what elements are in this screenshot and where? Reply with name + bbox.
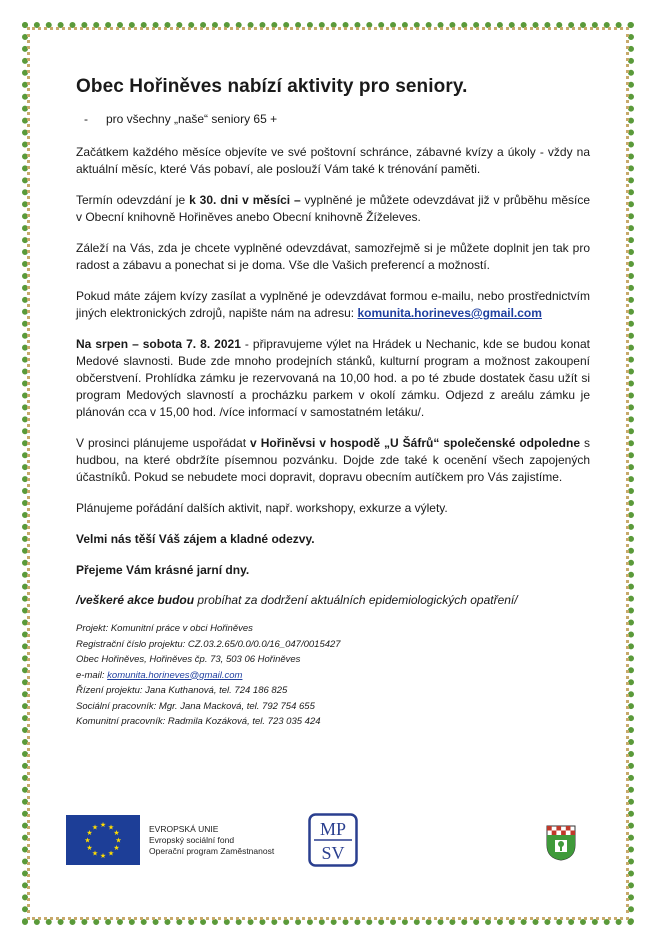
- paragraph-more-activities: Plánujeme pořádání dalších aktivit, např. workshopy, exkurze a výlety.: [76, 501, 448, 515]
- contact-email-line: [76, 668, 590, 684]
- contact-email-label: e-mail:: [76, 669, 108, 681]
- svg-text:★: ★: [84, 836, 91, 845]
- eu-text-block: [149, 824, 274, 857]
- contact-registration: Registrační číslo projektu: CZ.03.2.65/0.0/0.0/16_047/0015427: [76, 638, 341, 650]
- december-intro: V prosinci plánujeme uspořádat: [76, 436, 251, 450]
- december-event: v Hořiněvsi v hospodě „U Šáfrů“ společenské odpoledne: [250, 436, 581, 450]
- svg-text:★: ★: [86, 844, 93, 852]
- subtitle-text: pro všechny „naše“ seniory 65 +: [106, 112, 278, 126]
- epidemic-note: [76, 593, 590, 607]
- paragraph-december: [76, 435, 590, 486]
- bullet-dash: -: [84, 112, 88, 126]
- page-title: Obec Hořiněves nabízí aktivity pro seniory.: [76, 76, 468, 97]
- logos-row: [66, 815, 586, 867]
- svg-text:★: ★: [91, 849, 99, 858]
- trip-date: Na srpen – sobota 7. 8. 2021: [76, 337, 241, 351]
- mpsv-logo: [308, 813, 358, 867]
- svg-text:★: ★: [113, 844, 120, 852]
- paragraph-trip: [76, 336, 590, 421]
- deadline-text: vyplněné je můžete odevzdávat již v průběhu měsíce v Obecní knihovně Hořiněves anebo Obecní knihovně Žíželeves.: [76, 193, 590, 224]
- contact-project: Projekt: Komunitní práce v obci Hořiněves: [76, 623, 253, 634]
- deadline-date: k 30. dni v měsíci –: [189, 193, 301, 207]
- contact-block: [76, 621, 590, 730]
- svg-text:★: ★: [115, 836, 122, 845]
- paragraph-greeting: [76, 562, 590, 579]
- eu-line-2: Evropský sociální fond: [149, 835, 235, 845]
- svg-text:★: ★: [107, 823, 115, 832]
- svg-text:★: ★: [113, 829, 120, 837]
- svg-text:SV: SV: [321, 843, 345, 863]
- svg-text:★: ★: [86, 829, 93, 837]
- paragraph-deadline: [76, 192, 590, 226]
- note-part2: probíhat za dodržení aktuálních epidemiologických opatření/: [194, 593, 518, 607]
- contact-community-worker: Komunitní pracovník: Radmila Kozáková, tel. 723 035 424: [76, 716, 321, 727]
- thanks-text: Velmi nás těší Váš zájem a kladné odezvy.: [76, 532, 315, 546]
- contact-address: Obec Hořiněves, Hořiněves čp. 73, 503 06 Hořiněves: [76, 654, 301, 665]
- svg-text:★: ★: [107, 849, 115, 858]
- paragraph-email: [76, 288, 590, 322]
- eu-stars-icon: [66, 815, 140, 865]
- email-link[interactable]: komunita.horineves@gmail.com: [357, 306, 542, 320]
- contact-manager: Řízení projektu: Jana Kuthanová, tel. 724 186 825: [76, 685, 288, 696]
- eu-line-1: EVROPSKÁ UNIE: [149, 824, 219, 834]
- svg-text:MP: MP: [319, 819, 347, 839]
- december-text: s hudbou, na které obdržíte písemnou pozvánku. Dojde zde také k ocenění všech zapojených účastníků. Pokud se nebudete moci dopravit, dopravu obecním autíčkem pro Vás zajistíme.: [76, 436, 590, 484]
- village-coat-of-arms-icon: [546, 825, 576, 861]
- note-part1: /veškeré akce budou: [76, 593, 195, 607]
- paragraph-optional: Záleží na Vás, zda je chcete vyplněné odevzdávat, samozřejmě si je můžete doplnit jen tak pro radost a zábavu a ponechat si je doma. Vše dle Vašich preferencí a možností.: [76, 241, 590, 272]
- deadline-intro: Termín odevzdání je: [76, 193, 190, 207]
- email-intro: Pokud máte zájem kvízy zasílat a vyplněné je odevzdávat formou e-mailu, nebo prostřednictvím jiných elektronických zdrojů, napište nám na adresu:: [76, 289, 590, 320]
- contact-social-worker: Sociální pracovník: Mgr. Jana Macková, tel. 792 754 655: [76, 700, 315, 712]
- trip-text: - připravujeme výlet na Hrádek u Nechanic, kde se budou konat Medové slavnosti. Bude zde mnoho prodejních stánků, kulturní program a možnost zakoupení občerstvení. Prohlídka zámku je rezervovaná na 10,00 hod. a po té zbude dostatek času užít si program Medových slavností a procházku parkem v okolí zámku. Odjezd z areálu zámku je plánován cca v 15,00 hod. /více informací v samostatném letáku/.: [76, 337, 590, 419]
- subtitle: [84, 112, 590, 126]
- paragraph-quizzes: Začátkem každého měsíce objevíte ve své poštovní schránce, zábavné kvízy a úkoly - vždy na aktuální měsíc, které Vás pobaví, ale poslouží Vám také k trénování paměti.: [76, 145, 590, 176]
- eu-line-3: Operační program Zaměstnanost: [149, 846, 275, 856]
- eu-flag-logo: [66, 815, 140, 865]
- paragraph-thanks: [76, 531, 590, 548]
- svg-text:★: ★: [99, 852, 107, 860]
- greeting-text: Přejeme Vám krásné jarní dny.: [76, 563, 250, 577]
- contact-email-link[interactable]: komunita.horineves@gmail.com: [107, 669, 243, 681]
- letter-body: [76, 76, 590, 730]
- svg-text:★: ★: [99, 821, 107, 829]
- svg-text:★: ★: [91, 823, 99, 832]
